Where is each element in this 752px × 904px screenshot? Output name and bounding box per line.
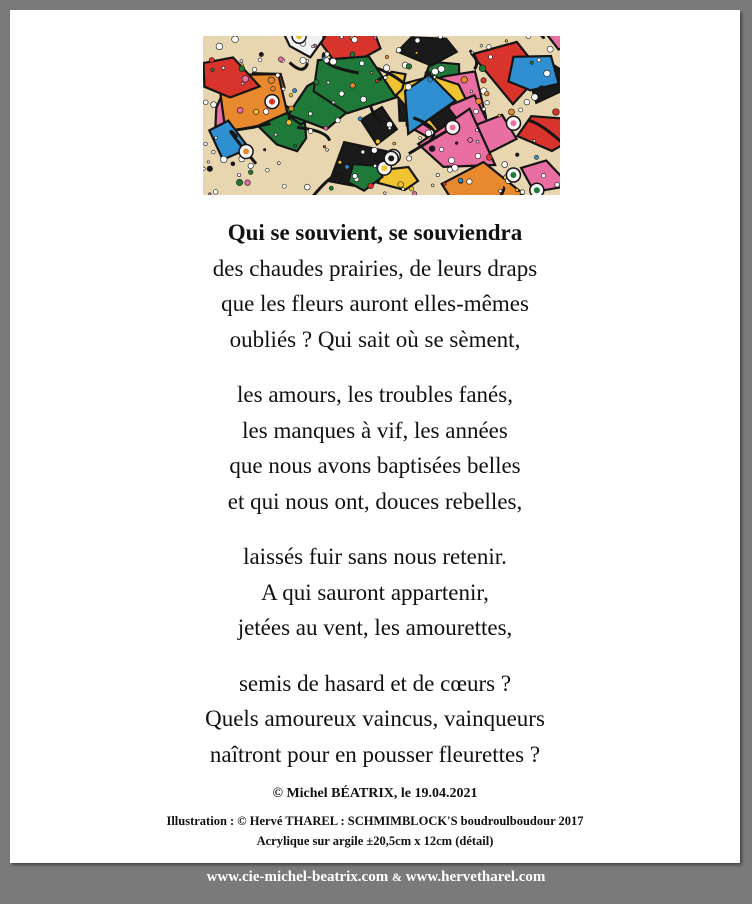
copyright-line: © Michel BÉATRIX, le 19.04.2021 [272, 786, 478, 801]
poem-card [10, 10, 740, 863]
footer-links [0, 869, 752, 886]
illustration-credit: Illustration : © Hervé THAREL : SCHMIMBLOCK'S boudroulboudour 2017 [166, 814, 584, 828]
poem-line: jetées au vent, les amourettes, [237, 615, 513, 640]
medium-credit: Acrylique sur argile ±20,5cm x 12cm (détail) [256, 834, 494, 848]
poem-line: A qui sauront appartenir, [261, 579, 489, 605]
poem-title: Qui se souvient, se souviendra [227, 220, 523, 245]
poem-line: des chaudes prairies, de leurs draps [212, 255, 538, 281]
link-hervetharel[interactable]: www.hervetharel.com [405, 869, 546, 885]
footer-separator: & [391, 870, 402, 884]
poem-line: oubliés ? Qui sait où se sèment, [229, 326, 521, 352]
poem-line: les manques à vif, les années [242, 417, 508, 443]
poem-line: et qui nous ont, douces rebelles, [227, 488, 523, 514]
stanza-3 [10, 539, 740, 646]
poem-line: Quels amoureux vaincus, vainqueurs [205, 706, 545, 731]
link-cie-michel-beatrix[interactable]: www.cie-michel-beatrix.com [206, 869, 389, 885]
poem-line: les amours, les troubles fanés, [237, 382, 513, 407]
stanza-1 [10, 215, 740, 357]
illustration-image [203, 36, 560, 195]
poem-line: que les fleurs auront elles-mêmes [221, 291, 529, 316]
stanza-2 [10, 377, 740, 519]
poem-line: que nous avons baptisées belles [229, 453, 521, 478]
poem-line: semis de hasard et de cœurs ? [238, 670, 512, 696]
poem-body [10, 215, 740, 792]
stanza-4 [10, 666, 740, 773]
painting-artwork [203, 36, 560, 195]
poem-line: naîtront pour en pousser fleurettes ? [209, 741, 541, 767]
poem-line: laissés fuir sans nous retenir. [243, 544, 507, 569]
